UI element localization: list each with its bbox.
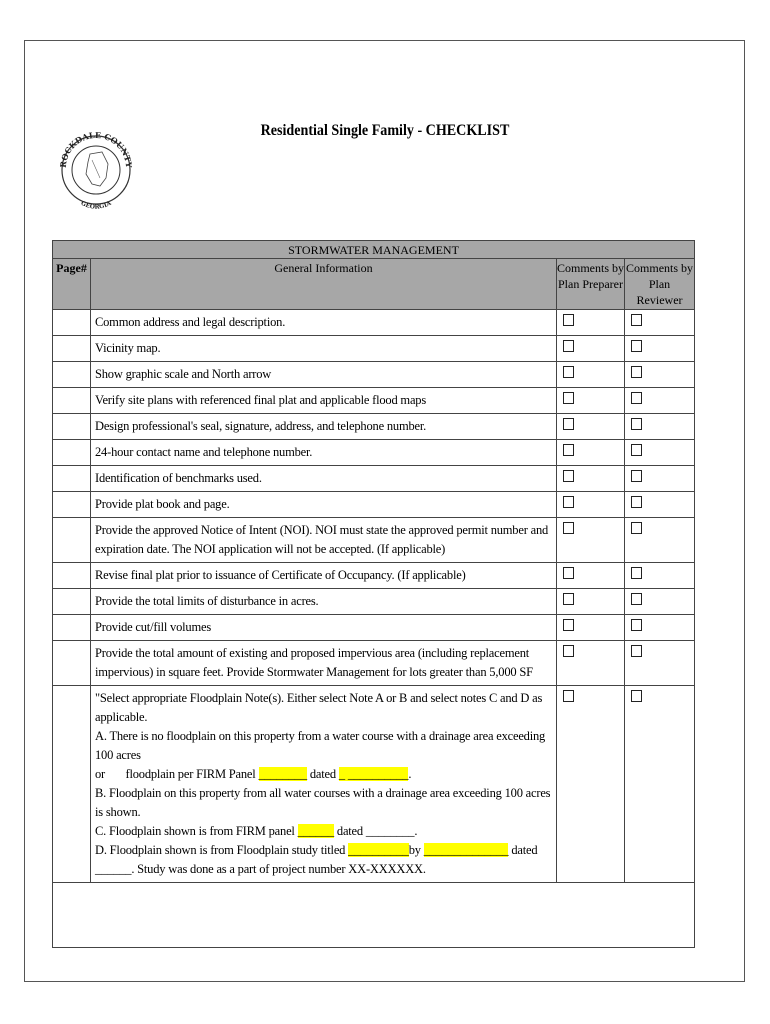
preparer-checkbox[interactable] bbox=[563, 418, 574, 430]
item-text: Provide the total amount of existing and proposed impervious area (including replacement impervious) in square feet. Provide Stormwater Management for lots greater than 5,000 SF bbox=[91, 641, 557, 686]
svg-text:ROCKDALE COUNTY: ROCKDALE COUNTY bbox=[57, 129, 135, 169]
table-row bbox=[53, 518, 695, 563]
preparer-checkbox-cell bbox=[557, 518, 625, 563]
table-row bbox=[53, 440, 695, 466]
preparer-checkbox[interactable] bbox=[563, 392, 574, 404]
page-cell[interactable] bbox=[53, 336, 91, 362]
preparer-checkbox[interactable] bbox=[563, 470, 574, 482]
reviewer-checkbox-cell bbox=[625, 492, 695, 518]
table-row bbox=[53, 563, 695, 589]
preparer-checkbox-cell bbox=[557, 641, 625, 686]
preparer-checkbox-cell bbox=[557, 414, 625, 440]
note-c-panel-blank[interactable]: ______ bbox=[297, 824, 334, 838]
reviewer-checkbox[interactable] bbox=[631, 645, 642, 657]
item-text: Provide plat book and page. bbox=[91, 492, 557, 518]
reviewer-checkbox-cell bbox=[625, 563, 695, 589]
page-cell[interactable] bbox=[53, 641, 91, 686]
reviewer-checkbox[interactable] bbox=[631, 366, 642, 378]
note-d-end: . Study was done as a part of project number XX-XXXXXX. bbox=[131, 862, 426, 876]
floodplain-row bbox=[53, 686, 695, 883]
item-text: Provide the total limits of disturbance in acres. bbox=[91, 589, 557, 615]
table-row bbox=[53, 310, 695, 336]
table-row bbox=[53, 466, 695, 492]
preparer-checkbox[interactable] bbox=[563, 340, 574, 352]
item-text: Identification of benchmarks used. bbox=[91, 466, 557, 492]
col-reviewer-header: Comments by Plan Reviewer bbox=[625, 259, 695, 310]
preparer-checkbox-cell bbox=[557, 310, 625, 336]
reviewer-checkbox-cell bbox=[625, 414, 695, 440]
reviewer-checkbox-cell bbox=[625, 589, 695, 615]
col-general-info-header: General Information bbox=[91, 259, 557, 310]
note-a-or: or bbox=[95, 767, 106, 781]
reviewer-checkbox[interactable] bbox=[631, 496, 642, 508]
note-c-line bbox=[95, 822, 552, 841]
page-cell[interactable] bbox=[53, 563, 91, 589]
reviewer-checkbox[interactable] bbox=[631, 444, 642, 456]
page-cell[interactable] bbox=[53, 492, 91, 518]
page-cell[interactable] bbox=[53, 310, 91, 336]
table-row bbox=[53, 388, 695, 414]
note-c-end: . bbox=[414, 824, 418, 838]
note-d-date-blank[interactable]: ______ bbox=[95, 862, 132, 876]
note-d-by-label: by bbox=[408, 843, 421, 857]
page-cell[interactable] bbox=[53, 414, 91, 440]
note-d-title-blank[interactable]: __________ bbox=[348, 843, 409, 857]
preparer-checkbox[interactable] bbox=[563, 593, 574, 605]
preparer-checkbox-cell bbox=[557, 686, 625, 883]
preparer-checkbox[interactable] bbox=[563, 690, 574, 702]
preparer-checkbox-cell bbox=[557, 589, 625, 615]
item-text: 24-hour contact name and telephone number. bbox=[91, 440, 557, 466]
page-cell[interactable] bbox=[53, 466, 91, 492]
reviewer-checkbox[interactable] bbox=[631, 314, 642, 326]
column-header-row bbox=[53, 259, 695, 310]
note-d-line2 bbox=[95, 860, 552, 879]
note-d-label: D. Floodplain shown is from Floodplain study titled bbox=[95, 843, 346, 857]
preparer-checkbox-cell bbox=[557, 440, 625, 466]
table-row bbox=[53, 414, 695, 440]
preparer-checkbox[interactable] bbox=[563, 567, 574, 579]
page-cell[interactable] bbox=[53, 615, 91, 641]
item-text: Show graphic scale and North arrow bbox=[91, 362, 557, 388]
item-text: Revise final plat prior to issuance of Certificate of Occupancy. (If applicable) bbox=[91, 563, 557, 589]
reviewer-checkbox-cell bbox=[625, 518, 695, 563]
item-text: Vicinity map. bbox=[91, 336, 557, 362]
item-text: Verify site plans with referenced final plat and applicable flood maps bbox=[91, 388, 557, 414]
reviewer-checkbox[interactable] bbox=[631, 470, 642, 482]
page-cell[interactable] bbox=[53, 362, 91, 388]
note-d-author-blank[interactable]: ______________ bbox=[423, 843, 509, 857]
reviewer-checkbox-cell bbox=[625, 466, 695, 492]
page-cell[interactable] bbox=[53, 388, 91, 414]
blank-row bbox=[53, 883, 695, 948]
stormwater-checklist-table bbox=[52, 240, 695, 948]
reviewer-checkbox-cell bbox=[625, 686, 695, 883]
item-text: Provide cut/fill volumes bbox=[91, 615, 557, 641]
table-row bbox=[53, 615, 695, 641]
preparer-checkbox-cell bbox=[557, 492, 625, 518]
preparer-checkbox-cell bbox=[557, 336, 625, 362]
note-a-dated-label: dated bbox=[309, 767, 336, 781]
preparer-checkbox[interactable] bbox=[563, 645, 574, 657]
section-header: STORMWATER MANAGEMENT bbox=[53, 241, 695, 259]
item-text: Common address and legal description. bbox=[91, 310, 557, 336]
preparer-checkbox[interactable] bbox=[563, 496, 574, 508]
note-a-line: A. There is no floodplain on this property from a water course with a drainage area exceeding 100 acres bbox=[95, 729, 546, 762]
section-header-row bbox=[53, 241, 695, 259]
reviewer-checkbox[interactable] bbox=[631, 593, 642, 605]
note-c-date-blank[interactable]: ________ bbox=[365, 824, 415, 838]
note-d-dated-label: dated bbox=[511, 843, 538, 857]
reviewer-checkbox[interactable] bbox=[631, 392, 642, 404]
floodplain-notes bbox=[91, 686, 557, 883]
page-cell[interactable] bbox=[53, 589, 91, 615]
reviewer-checkbox[interactable] bbox=[631, 567, 642, 579]
reviewer-checkbox[interactable] bbox=[631, 690, 642, 702]
table-row bbox=[53, 641, 695, 686]
note-c-dated-label: dated bbox=[336, 824, 363, 838]
svg-text:GEORGIA: GEORGIA bbox=[79, 199, 113, 211]
note-a-date-blank[interactable]: _ __________ bbox=[338, 767, 409, 781]
note-b-line: B. Floodplain on this property from all water courses with a drainage area exceeding 100 acres is shown. bbox=[95, 786, 551, 819]
table-row bbox=[53, 362, 695, 388]
note-a-panel-label: floodplain per FIRM Panel bbox=[125, 767, 256, 781]
col-preparer-header: Comments by Plan Preparer bbox=[557, 259, 625, 310]
note-a-end: . bbox=[408, 767, 412, 781]
reviewer-checkbox-cell bbox=[625, 362, 695, 388]
preparer-checkbox[interactable] bbox=[563, 522, 574, 534]
page-cell[interactable] bbox=[53, 440, 91, 466]
preparer-checkbox-cell bbox=[557, 563, 625, 589]
reviewer-checkbox-cell bbox=[625, 336, 695, 362]
floodplain-intro: "Select appropriate Floodplain Note(s). Either select Note A or B and select notes C and D as applicable. bbox=[95, 691, 543, 724]
reviewer-checkbox-cell bbox=[625, 310, 695, 336]
reviewer-checkbox[interactable] bbox=[631, 619, 642, 631]
preparer-checkbox-cell bbox=[557, 362, 625, 388]
item-text: Design professional's seal, signature, address, and telephone number. bbox=[91, 414, 557, 440]
note-a-panel-line bbox=[95, 765, 552, 784]
reviewer-checkbox-cell bbox=[625, 388, 695, 414]
preparer-checkbox-cell bbox=[557, 466, 625, 492]
page-cell[interactable] bbox=[53, 686, 91, 883]
note-a-panel-blank[interactable]: ________ bbox=[258, 767, 307, 781]
table-row bbox=[53, 492, 695, 518]
table-row bbox=[53, 589, 695, 615]
page-cell[interactable] bbox=[53, 518, 91, 563]
preparer-checkbox[interactable] bbox=[563, 444, 574, 456]
reviewer-checkbox-cell bbox=[625, 615, 695, 641]
preparer-checkbox-cell bbox=[557, 388, 625, 414]
blank-cell[interactable] bbox=[53, 883, 695, 948]
preparer-checkbox[interactable] bbox=[563, 366, 574, 378]
preparer-checkbox[interactable] bbox=[563, 619, 574, 631]
col-page-header: Page# bbox=[53, 259, 91, 310]
preparer-checkbox-cell bbox=[557, 615, 625, 641]
checklist-items bbox=[53, 310, 695, 686]
reviewer-checkbox-cell bbox=[625, 440, 695, 466]
note-c-label: C. Floodplain shown is from FIRM panel bbox=[95, 824, 295, 838]
reviewer-checkbox[interactable] bbox=[631, 340, 642, 352]
page-title: Residential Single Family - CHECKLIST bbox=[260, 122, 510, 139]
preparer-checkbox[interactable] bbox=[563, 314, 574, 326]
table-row bbox=[53, 336, 695, 362]
note-d-line bbox=[95, 841, 552, 860]
reviewer-checkbox[interactable] bbox=[631, 418, 642, 430]
reviewer-checkbox-cell bbox=[625, 641, 695, 686]
item-text: Provide the approved Notice of Intent (NOI). NOI must state the approved permit number and expiration date. The NOI application will not be accepted. (If applicable) bbox=[91, 518, 557, 563]
reviewer-checkbox[interactable] bbox=[631, 522, 642, 534]
